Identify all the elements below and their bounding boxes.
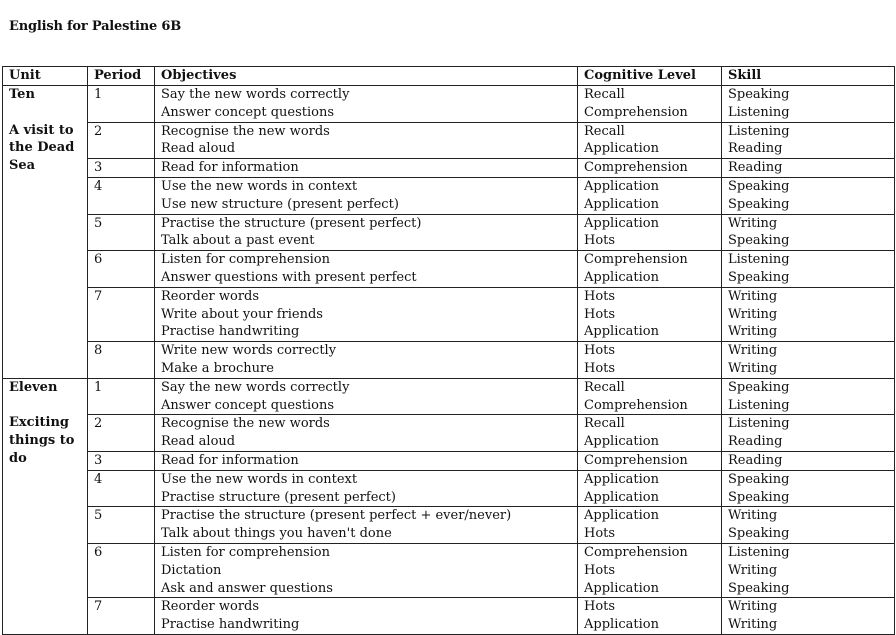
lesson-plan-table — [2, 66, 895, 635]
cognitive-level-cell — [578, 470, 722, 507]
objective-text: Write about your friends — [161, 306, 323, 322]
cognitive-level-text: Hots — [584, 288, 616, 304]
document-title: English for Palestine 6B — [9, 19, 182, 34]
objective-text: Dictation — [161, 562, 222, 578]
skill-text: Writing — [728, 599, 778, 615]
objective-text: Use new structure (present perfect) — [161, 196, 399, 212]
objective-cell — [155, 251, 578, 288]
objective-text: Practise handwriting — [161, 617, 300, 633]
cognitive-level-text: Comprehension — [584, 544, 688, 560]
table-row — [3, 543, 895, 597]
cognitive-level-cell — [578, 86, 722, 123]
period-number: 1 — [88, 86, 155, 123]
cognitive-level-text: Recall — [584, 379, 625, 395]
objective-cell — [155, 159, 578, 178]
skill-text: Writing — [728, 508, 778, 524]
objective-cell — [155, 214, 578, 251]
objective-text: Practise structure (present perfect) — [161, 489, 396, 505]
cognitive-level-cell — [578, 451, 722, 470]
objective-text: Read for information — [161, 160, 299, 176]
objective-text: Answer concept questions — [161, 397, 335, 413]
skill-text: Reading — [728, 160, 783, 176]
table-header-row — [3, 67, 895, 86]
cognitive-level-text: Application — [584, 269, 659, 285]
skill-cell — [722, 159, 895, 178]
skill-cell — [722, 598, 895, 635]
objective-cell — [155, 342, 578, 379]
skill-text: Reading — [728, 434, 783, 450]
period-number: 6 — [88, 543, 155, 597]
skill-text: Writing — [728, 360, 778, 376]
cognitive-level-cell — [578, 214, 722, 251]
cognitive-level-text: Application — [584, 196, 659, 212]
objective-cell — [155, 470, 578, 507]
skill-text: Speaking — [728, 379, 790, 395]
unit-name: Ten — [9, 87, 35, 102]
cognitive-level-cell — [578, 543, 722, 597]
cognitive-level-text: Recall — [584, 87, 625, 102]
cognitive-level-text: Application — [584, 434, 659, 450]
table-row — [3, 342, 895, 379]
objective-text: Answer concept questions — [161, 104, 335, 120]
skill-cell — [722, 287, 895, 341]
period-number: 1 — [88, 378, 155, 415]
cognitive-level-cell — [578, 287, 722, 341]
skill-text: Speaking — [728, 471, 790, 487]
skill-text: Writing — [728, 324, 778, 340]
unit-title: Exciting things to do — [9, 415, 75, 466]
objective-text: Practise the structure (present perfect + ever/never) — [161, 508, 512, 524]
objective-cell — [155, 598, 578, 635]
table-row — [3, 507, 895, 544]
table-row — [3, 451, 895, 470]
table-row — [3, 598, 895, 635]
skill-cell — [722, 543, 895, 597]
skill-text: Speaking — [728, 178, 790, 194]
table-row — [3, 415, 895, 452]
cognitive-level-text: Comprehension — [584, 397, 688, 413]
unit-cell — [3, 378, 88, 634]
unit-title: A visit to the Dead Sea — [9, 122, 75, 174]
period-number: 7 — [88, 287, 155, 341]
objective-text: Read aloud — [161, 434, 236, 450]
objective-text: Write new words correctly — [161, 343, 337, 359]
period-number: 2 — [88, 415, 155, 452]
header-period: Period — [88, 67, 155, 86]
cognitive-level-text: Application — [584, 324, 659, 340]
period-number: 4 — [88, 177, 155, 214]
table-row — [3, 177, 895, 214]
objective-text: Recognise the new words — [161, 123, 330, 139]
table-row — [3, 159, 895, 178]
skill-text: Writing — [728, 288, 778, 304]
skill-text: Reading — [728, 452, 783, 468]
cognitive-level-text: Application — [584, 215, 659, 231]
cognitive-level-text: Hots — [584, 599, 616, 615]
skill-text: Listening — [728, 123, 790, 139]
skill-text: Speaking — [728, 580, 790, 596]
table-body — [3, 86, 895, 635]
objective-text: Make a brochure — [161, 360, 274, 376]
unit-name: Eleven — [9, 379, 58, 395]
skill-cell — [722, 378, 895, 415]
period-number: 2 — [88, 122, 155, 159]
skill-cell — [722, 451, 895, 470]
cognitive-level-cell — [578, 342, 722, 379]
cognitive-level-cell — [578, 177, 722, 214]
skill-text: Listening — [728, 252, 790, 268]
objective-text: Reorder words — [161, 288, 260, 304]
cognitive-level-text: Application — [584, 617, 659, 633]
cognitive-level-text: Hots — [584, 306, 616, 322]
cognitive-level-text: Application — [584, 471, 659, 487]
cognitive-level-text: Application — [584, 580, 659, 596]
cognitive-level-text: Recall — [584, 416, 625, 432]
objective-text: Say the new words correctly — [161, 87, 350, 102]
skill-text: Writing — [728, 617, 778, 633]
unit-cell — [3, 86, 88, 379]
objective-cell — [155, 287, 578, 341]
cognitive-level-cell — [578, 507, 722, 544]
table-row — [3, 378, 895, 415]
objective-text: Say the new words correctly — [161, 379, 350, 395]
table-row — [3, 470, 895, 507]
table-row — [3, 287, 895, 341]
table-row — [3, 86, 895, 123]
skill-text: Listening — [728, 544, 790, 560]
table-row — [3, 251, 895, 288]
header-skill: Skill — [722, 67, 895, 86]
objective-text: Use the new words in context — [161, 178, 358, 194]
objective-cell — [155, 122, 578, 159]
skill-cell — [722, 86, 895, 123]
period-number: 7 — [88, 598, 155, 635]
skill-text: Speaking — [728, 87, 790, 102]
cognitive-level-text: Application — [584, 508, 659, 524]
cognitive-level-text: Hots — [584, 562, 616, 578]
objective-text: Ask and answer questions — [161, 580, 333, 596]
period-number: 8 — [88, 342, 155, 379]
skill-text: Writing — [728, 343, 778, 359]
cognitive-level-text: Comprehension — [584, 252, 688, 268]
skill-text: Listening — [728, 416, 790, 432]
header-cognitive-level: Cognitive Level — [578, 67, 722, 86]
skill-cell — [722, 177, 895, 214]
cognitive-level-text: Hots — [584, 343, 616, 359]
cognitive-level-text: Application — [584, 141, 659, 157]
cognitive-level-text: Hots — [584, 526, 616, 542]
table-row — [3, 122, 895, 159]
skill-text: Writing — [728, 306, 778, 322]
skill-text: Speaking — [728, 196, 790, 212]
objective-text: Practise the structure (present perfect) — [161, 215, 422, 231]
objective-text: Recognise the new words — [161, 416, 330, 432]
period-number: 6 — [88, 251, 155, 288]
objective-cell — [155, 415, 578, 452]
cognitive-level-text: Hots — [584, 233, 616, 249]
cognitive-level-text: Application — [584, 178, 659, 194]
objective-cell — [155, 86, 578, 123]
skill-text: Listening — [728, 104, 790, 120]
skill-text: Speaking — [728, 269, 790, 285]
skill-text: Speaking — [728, 489, 790, 505]
cognitive-level-cell — [578, 415, 722, 452]
cognitive-level-text: Comprehension — [584, 452, 688, 468]
cognitive-level-cell — [578, 598, 722, 635]
skill-text: Speaking — [728, 526, 790, 542]
cognitive-level-cell — [578, 378, 722, 415]
objective-cell — [155, 451, 578, 470]
skill-cell — [722, 251, 895, 288]
period-number: 4 — [88, 470, 155, 507]
skill-cell — [722, 214, 895, 251]
cognitive-level-text: Recall — [584, 123, 625, 139]
skill-cell — [722, 415, 895, 452]
objective-text: Talk about things you haven't done — [161, 526, 392, 542]
skill-cell — [722, 342, 895, 379]
skill-text: Writing — [728, 215, 778, 231]
objective-text: Read aloud — [161, 141, 236, 157]
objective-cell — [155, 507, 578, 544]
objective-text: Reorder words — [161, 599, 260, 615]
skill-cell — [722, 507, 895, 544]
cognitive-level-cell — [578, 122, 722, 159]
objective-cell — [155, 378, 578, 415]
period-number: 5 — [88, 214, 155, 251]
objective-text: Use the new words in context — [161, 471, 358, 487]
objective-text: Practise handwriting — [161, 324, 300, 340]
header-objectives: Objectives — [155, 67, 578, 86]
skill-text: Speaking — [728, 233, 790, 249]
objective-text: Listen for comprehension — [161, 544, 330, 560]
skill-text: Writing — [728, 562, 778, 578]
objective-cell — [155, 543, 578, 597]
objective-text: Answer questions with present perfect — [161, 269, 417, 285]
skill-text: Reading — [728, 141, 783, 157]
cognitive-level-text: Comprehension — [584, 104, 688, 120]
header-unit: Unit — [3, 67, 88, 86]
cognitive-level-text: Hots — [584, 360, 616, 376]
period-number: 3 — [88, 159, 155, 178]
table-row — [3, 214, 895, 251]
cognitive-level-text: Application — [584, 489, 659, 505]
objective-cell — [155, 177, 578, 214]
skill-cell — [722, 122, 895, 159]
cognitive-level-cell — [578, 159, 722, 178]
objective-text: Talk about a past event — [161, 233, 315, 249]
objective-text: Read for information — [161, 452, 299, 468]
period-number: 5 — [88, 507, 155, 544]
period-number: 3 — [88, 451, 155, 470]
skill-text: Listening — [728, 397, 790, 413]
cognitive-level-cell — [578, 251, 722, 288]
cognitive-level-text: Comprehension — [584, 160, 688, 176]
objective-text: Listen for comprehension — [161, 252, 330, 268]
skill-cell — [722, 470, 895, 507]
